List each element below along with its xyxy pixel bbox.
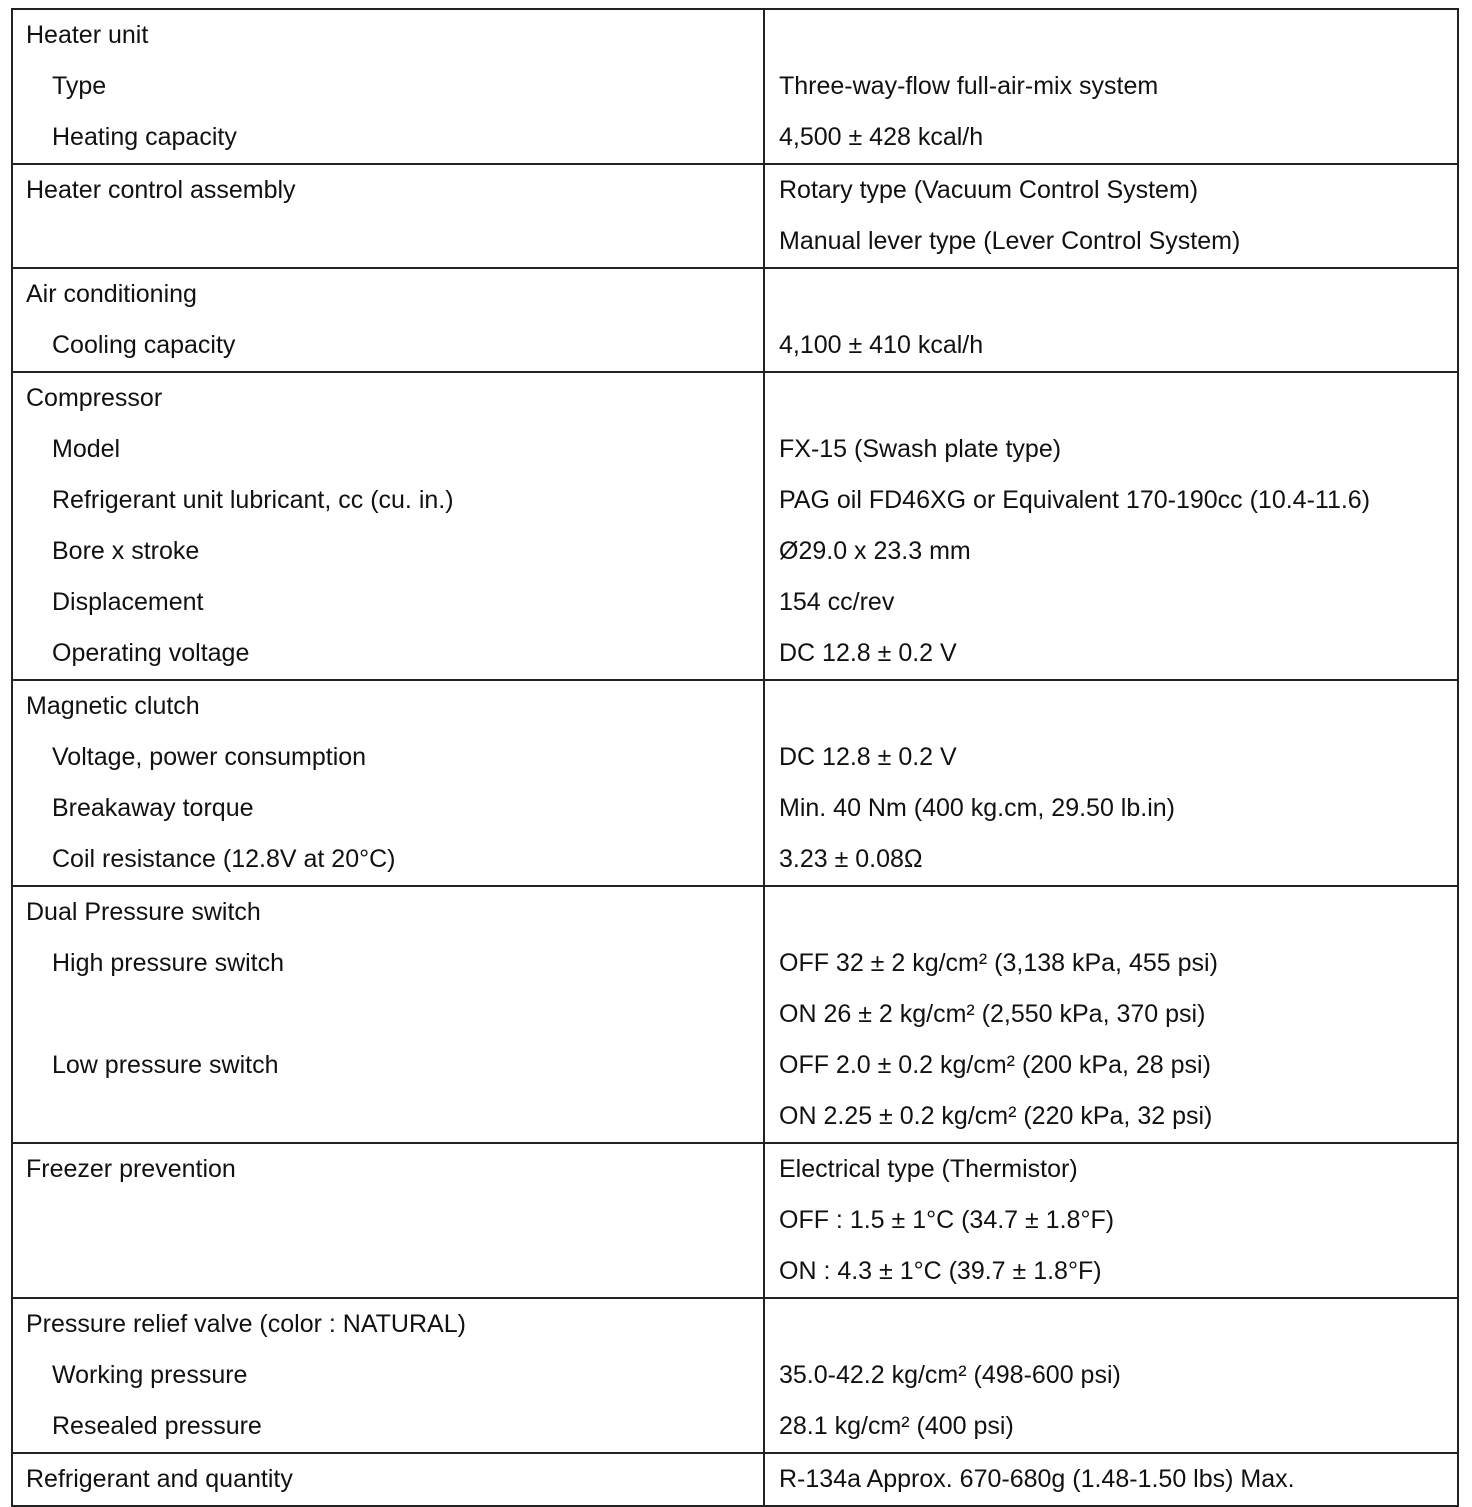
spec-label: Voltage, power consumption bbox=[52, 743, 367, 771]
spec-value: OFF 2.0 ± 0.2 kg/cm² (200 kPa, 28 psi) bbox=[779, 1051, 1211, 1079]
spec-labels bbox=[13, 10, 765, 163]
spec-value bbox=[765, 1299, 1457, 1350]
spec-labels bbox=[13, 373, 765, 679]
spec-label: Low pressure switch bbox=[52, 1051, 279, 1079]
spec-label bbox=[13, 1195, 763, 1246]
spec-labels bbox=[13, 1299, 765, 1452]
group-heading: Refrigerant and quantity bbox=[26, 1465, 293, 1493]
group-heading: Freezer prevention bbox=[26, 1155, 236, 1183]
spec-value: DC 12.8 ± 0.2 V bbox=[779, 639, 957, 667]
spec-group-freezer-prevention bbox=[13, 1144, 1457, 1299]
spec-label: Model bbox=[52, 435, 121, 463]
spec-label: Displacement bbox=[52, 588, 204, 616]
group-heading: Pressure relief valve (color : NATURAL) bbox=[26, 1310, 466, 1338]
spec-group-heater-unit bbox=[13, 10, 1457, 165]
spec-label bbox=[13, 216, 763, 267]
spec-label: Heating capacity bbox=[52, 123, 237, 151]
spec-group-magnetic-clutch bbox=[13, 681, 1457, 887]
spec-label bbox=[13, 1091, 763, 1142]
spec-value: OFF 32 ± 2 kg/cm² (3,138 kPa, 455 psi) bbox=[779, 949, 1218, 977]
group-heading: Air conditioning bbox=[26, 280, 197, 308]
group-heading: Dual Pressure switch bbox=[26, 898, 261, 926]
spec-values bbox=[765, 10, 1457, 163]
spec-label: Working pressure bbox=[52, 1361, 248, 1389]
spec-label: Operating voltage bbox=[52, 639, 250, 667]
spec-value: 4,500 ± 428 kcal/h bbox=[779, 123, 984, 151]
spec-labels bbox=[13, 681, 765, 885]
spec-values bbox=[765, 373, 1457, 679]
spec-labels bbox=[13, 887, 765, 1142]
spec-value: ON 2.25 ± 0.2 kg/cm² (220 kPa, 32 psi) bbox=[779, 1102, 1213, 1130]
spec-group-heater-control bbox=[13, 165, 1457, 269]
spec-group-dual-pressure-switch bbox=[13, 887, 1457, 1144]
spec-labels bbox=[13, 1144, 765, 1297]
spec-value: 154 cc/rev bbox=[779, 588, 895, 616]
spec-value: Rotary type (Vacuum Control System) bbox=[779, 176, 1199, 204]
spec-label: Cooling capacity bbox=[52, 331, 236, 359]
spec-value: R-134a Approx. 670-680g (1.48-1.50 lbs) Max. bbox=[779, 1465, 1295, 1493]
spec-value bbox=[765, 887, 1457, 938]
spec-value: Ø29.0 x 23.3 mm bbox=[779, 537, 971, 565]
group-heading: Heater unit bbox=[26, 21, 149, 49]
spec-label: Bore x stroke bbox=[52, 537, 200, 565]
spec-label: Resealed pressure bbox=[52, 1412, 262, 1440]
spec-values bbox=[765, 681, 1457, 885]
spec-value: DC 12.8 ± 0.2 V bbox=[779, 743, 957, 771]
spec-value: ON 26 ± 2 kg/cm² (2,550 kPa, 370 psi) bbox=[779, 1000, 1206, 1028]
spec-value: PAG oil FD46XG or Equivalent 170-190cc (10.4-11.6) bbox=[779, 486, 1371, 514]
spec-values bbox=[765, 887, 1457, 1142]
spec-value: Manual lever type (Lever Control System) bbox=[779, 227, 1241, 255]
spec-value: 28.1 kg/cm² (400 psi) bbox=[779, 1412, 1014, 1440]
spec-label: Breakaway torque bbox=[52, 794, 254, 822]
spec-values bbox=[765, 1144, 1457, 1297]
spec-values bbox=[765, 1454, 1457, 1505]
spec-labels bbox=[13, 165, 765, 267]
spec-values bbox=[765, 165, 1457, 267]
spec-label bbox=[13, 1246, 763, 1297]
spec-label: High pressure switch bbox=[52, 949, 285, 977]
spec-value bbox=[765, 373, 1457, 424]
spec-values bbox=[765, 269, 1457, 371]
group-heading: Magnetic clutch bbox=[26, 692, 200, 720]
spec-value bbox=[765, 269, 1457, 320]
spec-value: 4,100 ± 410 kcal/h bbox=[779, 331, 984, 359]
spec-label: Refrigerant unit lubricant, cc (cu. in.) bbox=[52, 486, 454, 514]
spec-labels bbox=[13, 1454, 765, 1505]
spec-label bbox=[13, 989, 763, 1040]
spec-value: Min. 40 Nm (400 kg.cm, 29.50 lb.in) bbox=[779, 794, 1175, 822]
spec-value: 35.0-42.2 kg/cm² (498-600 psi) bbox=[779, 1361, 1121, 1389]
spec-group-compressor bbox=[13, 373, 1457, 681]
group-heading: Compressor bbox=[26, 384, 163, 412]
group-heading: Heater control assembly bbox=[26, 176, 296, 204]
spec-value: Three-way-flow full-air-mix system bbox=[779, 72, 1159, 100]
spec-value: OFF : 1.5 ± 1°C (34.7 ± 1.8°F) bbox=[779, 1206, 1115, 1234]
spec-value: ON : 4.3 ± 1°C (39.7 ± 1.8°F) bbox=[779, 1257, 1102, 1285]
spec-value: Electrical type (Thermistor) bbox=[779, 1155, 1078, 1183]
spec-labels bbox=[13, 269, 765, 371]
spec-value bbox=[765, 10, 1457, 61]
spec-values bbox=[765, 1299, 1457, 1452]
spec-group-air-conditioning bbox=[13, 269, 1457, 373]
spec-value bbox=[765, 681, 1457, 732]
spec-table bbox=[11, 8, 1459, 1507]
spec-group-pressure-relief-valve bbox=[13, 1299, 1457, 1454]
spec-group-refrigerant bbox=[13, 1454, 1457, 1505]
spec-value: 3.23 ± 0.08Ω bbox=[779, 845, 923, 873]
spec-label: Coil resistance (12.8V at 20°C) bbox=[52, 845, 396, 873]
spec-label: Type bbox=[52, 72, 107, 100]
spec-value: FX-15 (Swash plate type) bbox=[779, 435, 1062, 463]
